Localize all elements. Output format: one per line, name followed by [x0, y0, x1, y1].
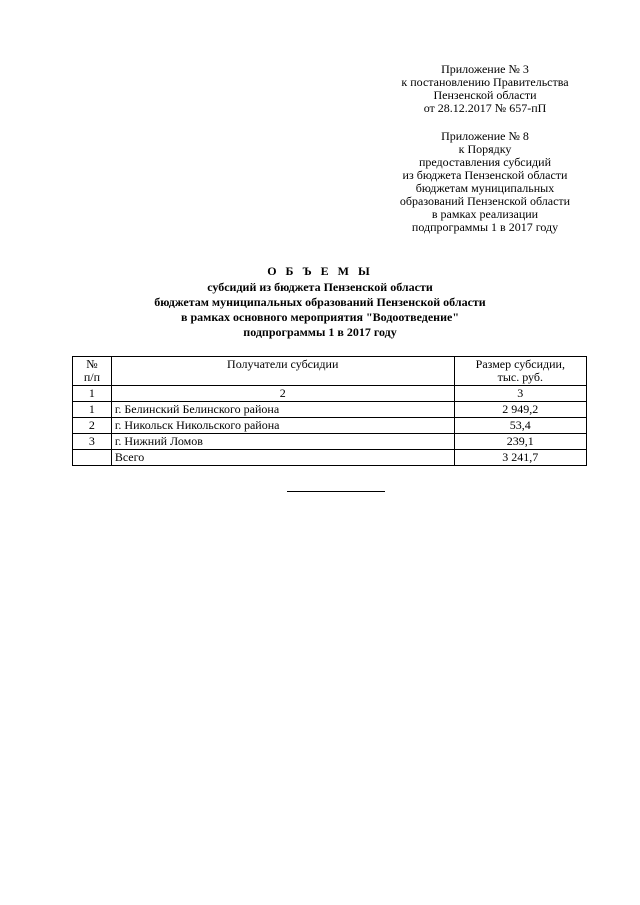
document-title: О Б Ъ Е М Ы — [267, 264, 373, 278]
document-subtitle-line: подпрограммы 1 в 2017 году — [243, 325, 397, 339]
document-subtitle-line: бюджетам муниципальных образований Пензенской области — [154, 295, 486, 309]
total-num — [73, 450, 112, 466]
appendix-3-line: к постановлению Правительства — [401, 75, 569, 89]
appendix-3-line: Пензенской области — [433, 88, 537, 102]
column-number: 1 — [73, 386, 112, 402]
appendix-8-line: предоставления субсидий — [418, 155, 552, 169]
total-label: Всего — [111, 450, 454, 466]
header-num — [73, 357, 112, 386]
table-header-row — [73, 357, 587, 386]
header-amount-label: Размер субсидии, — [475, 357, 565, 371]
table-row — [73, 402, 587, 418]
appendix-8-line: Приложение № 8 — [441, 129, 529, 143]
document-subtitle-line: субсидий из бюджета Пензенской области — [207, 280, 433, 294]
document-heading — [0, 264, 640, 340]
appendix-3-block — [370, 63, 600, 115]
row-amount: 2 949,2 — [454, 402, 586, 418]
row-recipient: г. Белинский Белинского района — [111, 402, 454, 418]
appendix-8-line: образований Пензенской области — [399, 194, 571, 208]
row-recipient: г. Нижний Ломов — [111, 434, 454, 450]
document-subtitle-line: в рамках основного мероприятия "Водоотведение" — [180, 310, 459, 324]
row-amount: 239,1 — [454, 434, 586, 450]
header-amount — [454, 357, 586, 386]
column-number: 3 — [454, 386, 586, 402]
appendix-8-line: подпрограммы 1 в 2017 году — [411, 220, 559, 234]
header-num-label: № — [86, 357, 98, 371]
column-number-row — [73, 386, 587, 402]
row-recipient: г. Никольск Никольского района — [111, 418, 454, 434]
table-row — [73, 418, 587, 434]
appendix-3-line: Приложение № 3 — [441, 62, 529, 76]
appendix-8-line: бюджетам муниципальных — [415, 181, 555, 195]
appendix-8-line: в рамках реализации — [431, 207, 539, 221]
appendix-8-line: к Порядку — [458, 142, 512, 156]
appendix-8-block — [370, 130, 600, 234]
row-num: 3 — [73, 434, 112, 450]
row-amount: 53,4 — [454, 418, 586, 434]
table-row — [73, 434, 587, 450]
end-divider — [287, 491, 385, 492]
column-number: 2 — [111, 386, 454, 402]
appendix-3-line: от 28.12.2017 № 657-пП — [423, 101, 547, 115]
row-num: 1 — [73, 402, 112, 418]
total-amount: 3 241,7 — [454, 450, 586, 466]
header-recipient: Получатели субсидии — [111, 357, 454, 386]
header-num-sublabel: п/п — [83, 370, 100, 384]
row-num: 2 — [73, 418, 112, 434]
subsidies-table — [72, 356, 587, 466]
header-amount-unit: тыс. руб. — [497, 370, 543, 384]
total-row — [73, 450, 587, 466]
appendix-8-line: из бюджета Пензенской области — [402, 168, 568, 182]
